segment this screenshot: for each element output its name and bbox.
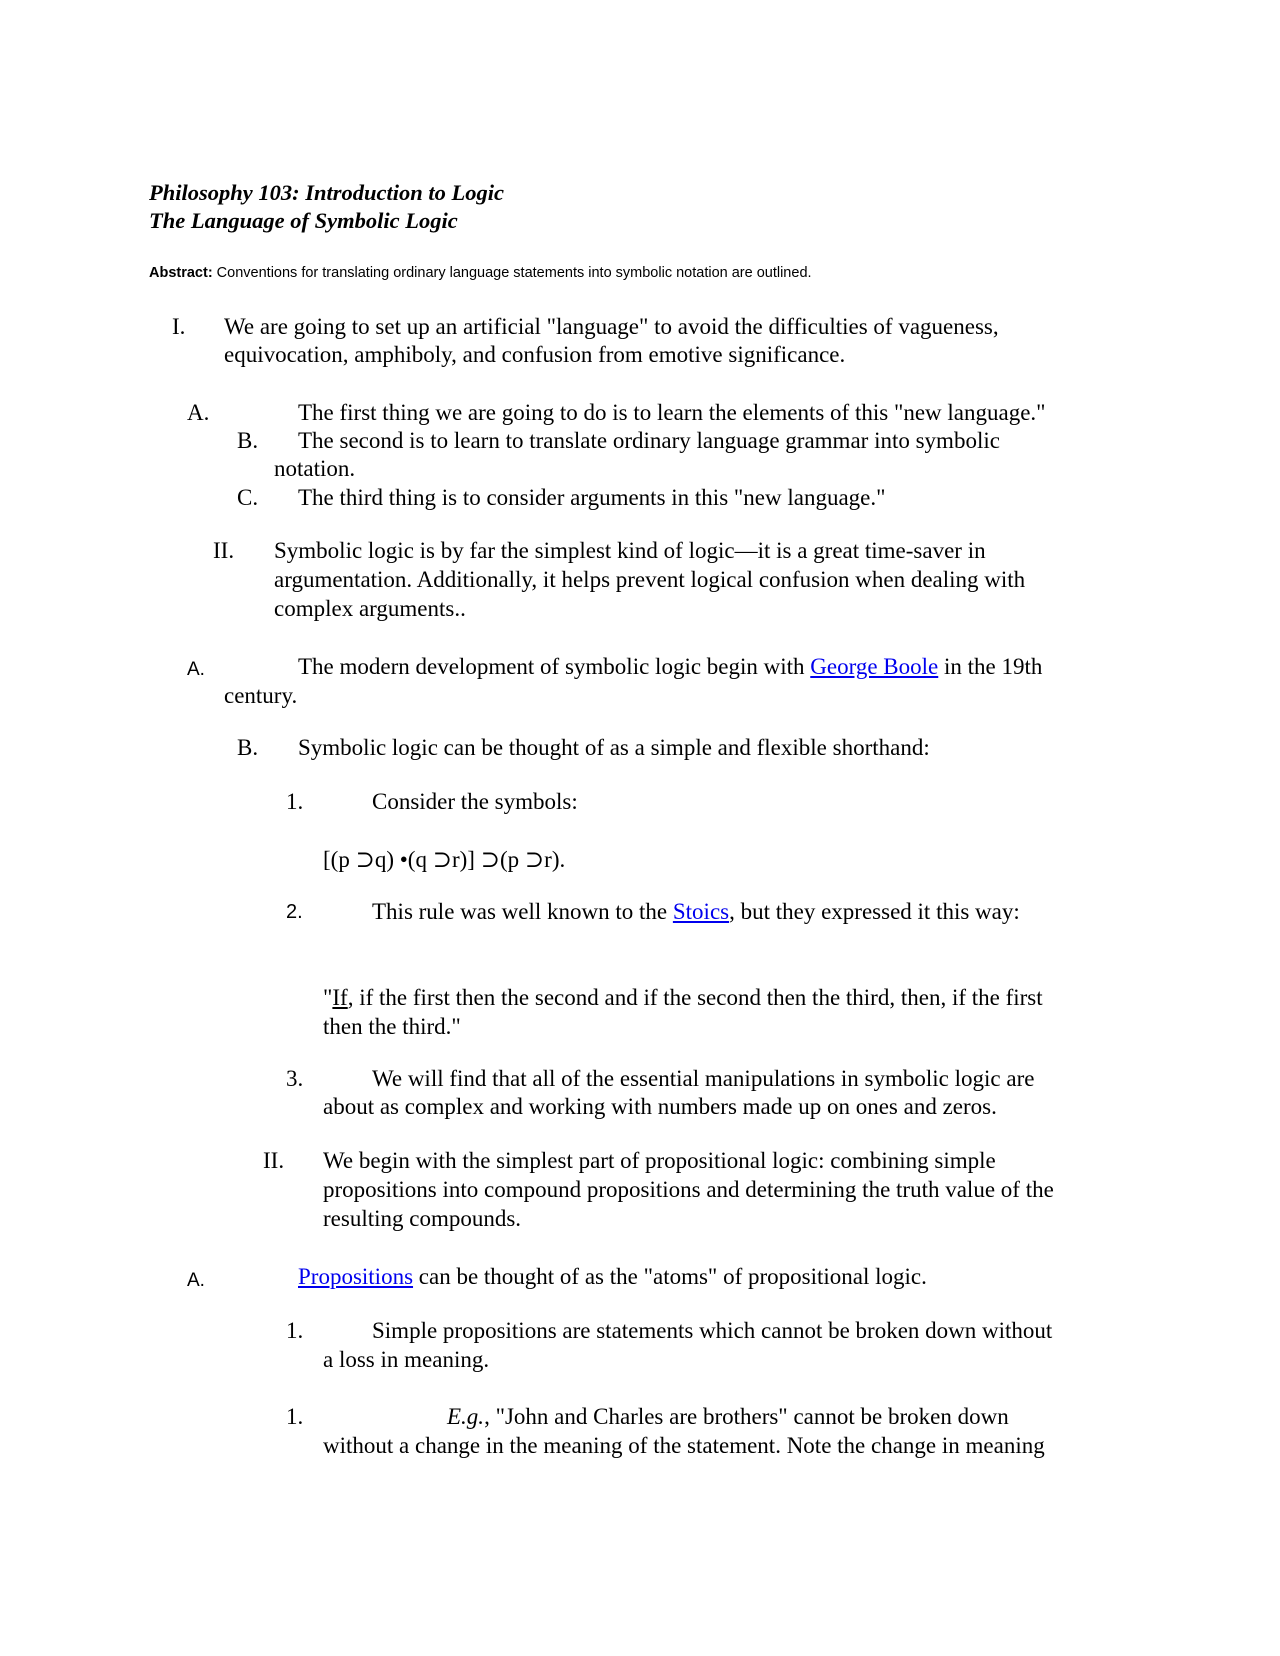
course-title: Philosophy 103: Introduction to Logic <box>149 180 505 205</box>
outline-text: E.g., "John and Charles are brothers" cannot be broken down <box>447 1404 1009 1429</box>
outline-number: B. <box>237 428 259 453</box>
george-boole-link[interactable]: George Boole <box>810 654 939 679</box>
outline-number: A. <box>187 659 205 680</box>
outline-number: 1. <box>286 789 304 814</box>
logic-formula: [(p ⊃q) •(q ⊃r)] ⊃(p ⊃r). <box>323 847 566 872</box>
outline-number: 1. <box>286 1404 304 1429</box>
outline-text: without a change in the meaning of the statement. Note the change in meaning <box>323 1433 1045 1458</box>
outline-number: A. <box>187 400 210 425</box>
outline-number: II. <box>213 538 235 563</box>
outline-text: We will find that all of the essential manipulations in symbolic logic are <box>372 1066 1035 1091</box>
outline-text: resulting compounds. <box>323 1206 522 1231</box>
outline-text: We are going to set up an artificial "language" to avoid the difficulties of vagueness, <box>224 314 999 339</box>
outline-number: A. <box>187 1270 205 1291</box>
outline-text: Symbolic logic can be thought of as a simple and flexible shorthand: <box>298 735 930 760</box>
outline-text: We begin with the simplest part of propositional logic: combining simple <box>323 1148 996 1173</box>
outline-text: Simple propositions are statements which cannot be broken down without <box>372 1318 1053 1343</box>
outline-number: C. <box>237 485 259 510</box>
outline-text: about as complex and working with numbers made up on ones and zeros. <box>323 1094 997 1119</box>
outline-text: The first thing we are going to do is to learn the elements of this "new language." <box>298 400 1046 425</box>
page-title: The Language of Symbolic Logic <box>149 208 458 233</box>
outline-text: argumentation. Additionally, it helps prevent logical confusion when dealing with <box>274 567 1026 592</box>
stoic-quote: then the third." <box>323 1014 461 1039</box>
outline-text: This rule was well known to the Stoics, but they expressed it this way: <box>372 899 1020 924</box>
outline-text: The second is to learn to translate ordinary language grammar into symbolic <box>298 428 1000 453</box>
outline-text: Propositions can be thought of as the "atoms" of propositional logic. <box>298 1264 927 1289</box>
abstract-label: Abstract: <box>149 265 213 281</box>
outline-text: equivocation, amphiboly, and confusion from emotive significance. <box>224 342 846 367</box>
outline-text: complex arguments.. <box>274 596 466 621</box>
outline-text: Symbolic logic is by far the simplest kind of logic—it is a great time-saver in <box>274 538 986 563</box>
outline-number: 2. <box>286 901 303 923</box>
outline-number: B. <box>237 735 259 760</box>
outline-text: century. <box>224 683 298 708</box>
stoics-link[interactable]: Stoics <box>672 899 730 924</box>
stoic-quote: "If, if the first then the second and if the second then the third, then, if the first <box>323 985 1043 1010</box>
outline-text: The third thing is to consider arguments in this "new language." <box>298 485 886 510</box>
outline-number: 3. <box>286 1066 304 1091</box>
propositions-link[interactable]: Propositions <box>298 1264 414 1289</box>
abstract-text: Conventions for translating ordinary language statements into symbolic notation are outlined. <box>212 265 812 281</box>
outline-text: The modern development of symbolic logic begin with George Boole in the 19th <box>298 654 1043 679</box>
abstract <box>149 265 812 281</box>
outline-text: a loss in meaning. <box>323 1347 490 1372</box>
outline-number: II. <box>263 1148 285 1173</box>
outline-text: Consider the symbols: <box>372 789 578 814</box>
outline-number: 1. <box>286 1318 304 1343</box>
outline-number: I. <box>172 314 186 339</box>
outline-text: propositions into compound propositions and determining the truth value of the <box>323 1177 1054 1202</box>
outline-text: notation. <box>274 456 356 481</box>
